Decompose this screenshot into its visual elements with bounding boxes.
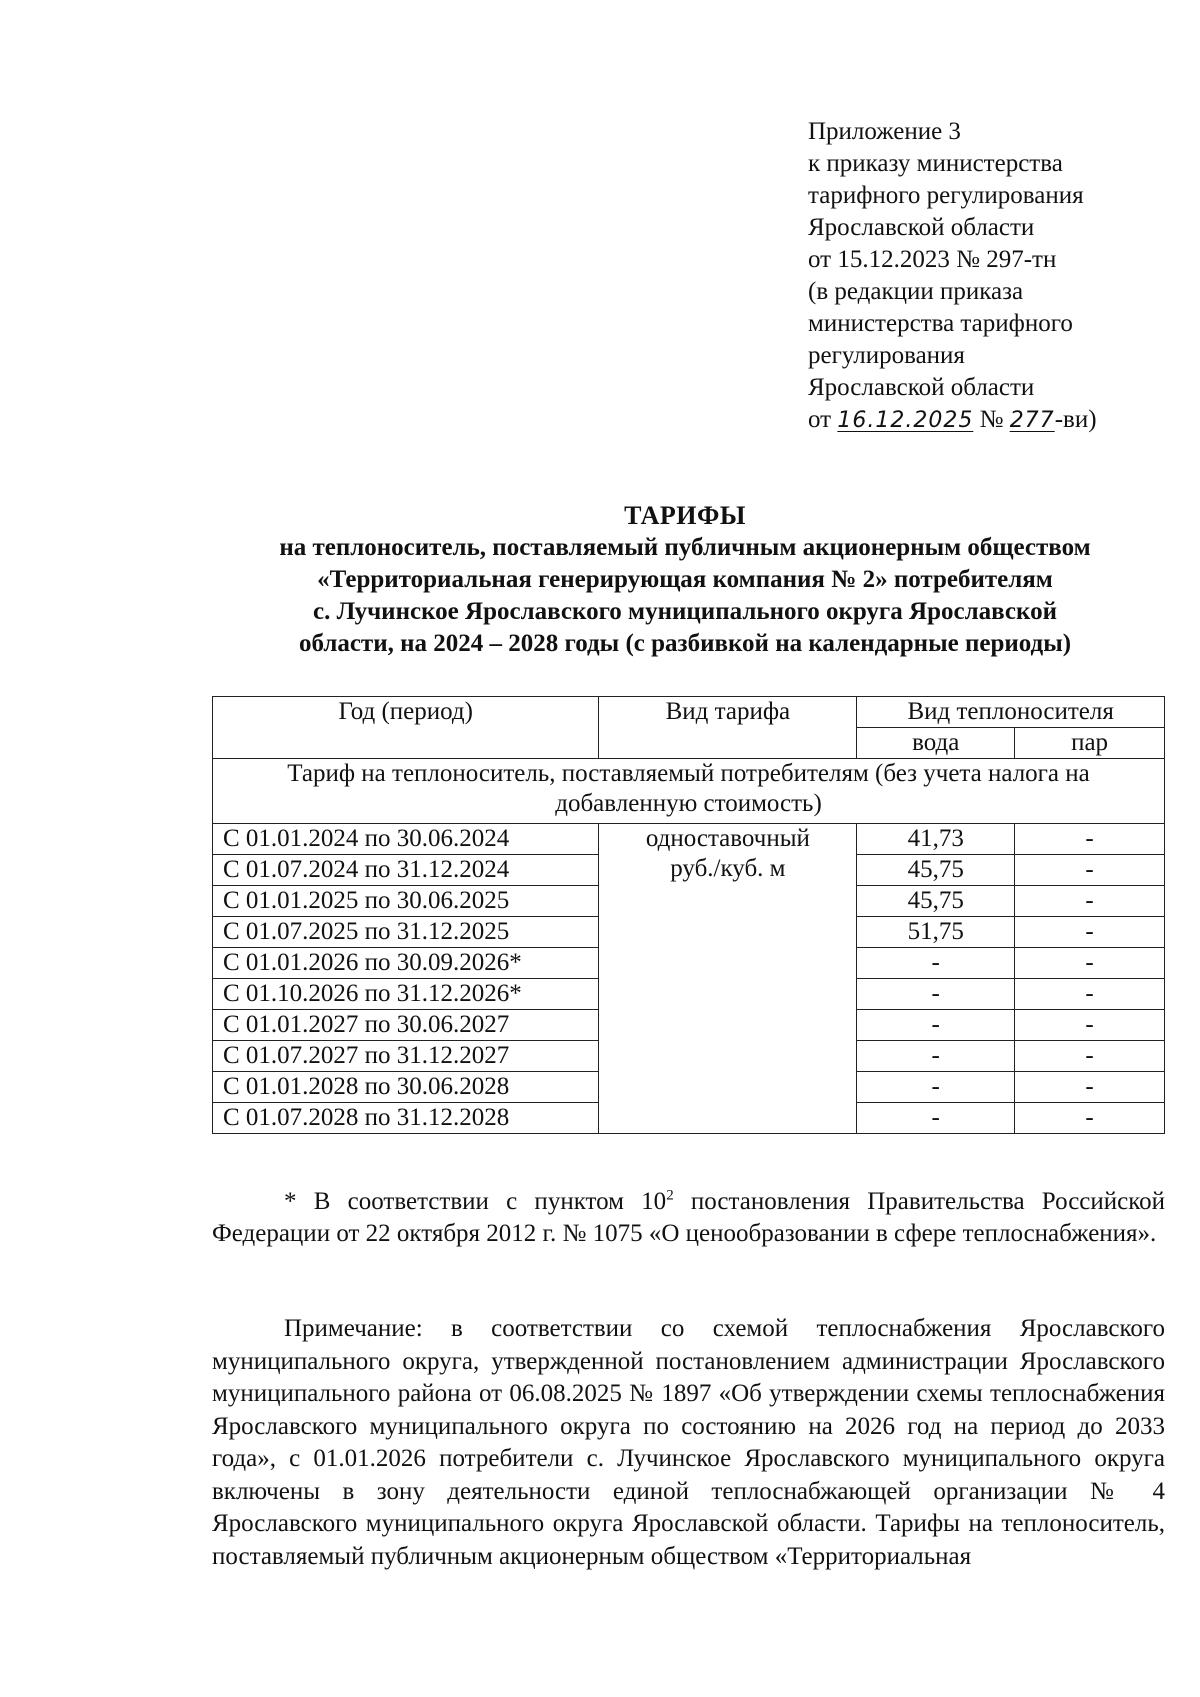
- appendix-line: министерства тарифного: [808, 310, 1073, 337]
- steam-value-cell: -: [1015, 1072, 1165, 1103]
- appendix-line: тарифного регулирования: [808, 182, 1084, 209]
- water-value-cell: -: [857, 948, 1015, 979]
- appendix-prefix: от: [808, 406, 838, 433]
- footnote-text-start: * В соответствии с пунктом 10: [284, 1188, 667, 1215]
- steam-value-cell: -: [1015, 948, 1165, 979]
- table-header-row: [213, 697, 1165, 728]
- tariff-unit-line: руб./куб. м: [670, 855, 786, 882]
- header-tariff-type: Вид тарифа: [599, 697, 857, 759]
- period-cell: С 01.01.2028 по 30.06.2028: [213, 1072, 599, 1103]
- appendix-last-line: [808, 404, 1188, 437]
- header-steam: пар: [1015, 728, 1165, 759]
- appendix-line: Ярославской области: [808, 214, 1035, 241]
- title-line: на теплоноситель, поставляемый публичным акционерным обществом: [279, 534, 1091, 561]
- appendix-line: Ярославской области: [808, 374, 1035, 401]
- note-paragraph: [212, 1313, 1165, 1573]
- title-line: с. Лучинское Ярославского муниципального округа Ярославской: [312, 598, 1057, 625]
- appendix-line: Приложение 3: [808, 118, 961, 145]
- footnote-superscript: 2: [666, 1187, 674, 1204]
- appendix-line: регулирования: [808, 342, 965, 369]
- handwritten-number: 277: [1009, 408, 1055, 433]
- period-cell: С 01.01.2024 по 30.06.2024: [213, 824, 599, 855]
- appendix-line: от 15.12.2023 № 297-тн: [808, 246, 1057, 273]
- steam-value-cell: -: [1015, 1041, 1165, 1072]
- period-cell: С 01.07.2028 по 31.12.2028: [213, 1103, 599, 1134]
- title-line: «Территориальная генерирующая компания № 2» потребителям: [317, 566, 1053, 593]
- steam-value-cell: -: [1015, 917, 1165, 948]
- handwritten-date: 16.12.2025: [837, 408, 974, 433]
- period-cell: С 01.10.2026 по 31.12.2026*: [213, 979, 599, 1010]
- period-cell: С 01.01.2027 по 30.06.2027: [213, 1010, 599, 1041]
- water-value-cell: 41,73: [857, 824, 1015, 855]
- appendix-suffix: -ви): [1054, 406, 1097, 433]
- water-value-cell: -: [857, 1010, 1015, 1041]
- steam-value-cell: -: [1015, 979, 1165, 1010]
- title-heading: ТАРИФЫ: [624, 501, 746, 530]
- tariff-table: [212, 696, 1165, 1134]
- section-note: Тариф на теплоноситель, поставляемый потребителям (без учета налога на добавленную стоимость): [213, 759, 1165, 824]
- period-cell: С 01.07.2024 по 31.12.2024: [213, 855, 599, 886]
- footnote: [212, 1186, 1165, 1250]
- period-cell: С 01.07.2027 по 31.12.2027: [213, 1041, 599, 1072]
- section-row: [213, 759, 1165, 824]
- period-cell: С 01.01.2025 по 30.06.2025: [213, 886, 599, 917]
- period-cell: С 01.01.2026 по 30.09.2026*: [213, 948, 599, 979]
- header-water: вода: [857, 728, 1015, 759]
- water-value-cell: -: [857, 1072, 1015, 1103]
- steam-value-cell: -: [1015, 824, 1165, 855]
- water-value-cell: 45,75: [857, 886, 1015, 917]
- steam-value-cell: -: [1015, 1010, 1165, 1041]
- footnote-text-end: постановления Правительства Российской Федерации от 22 октября 2012 г. № 1075 «О ценообразовании в сфере теплоснабжения».: [212, 1188, 1166, 1247]
- appendix-number-sign: №: [973, 406, 1010, 433]
- water-value-cell: -: [857, 979, 1015, 1010]
- appendix-line: к приказу министерства: [808, 150, 1063, 177]
- tariff-type-line: одноставочный: [645, 825, 810, 852]
- table-row: [213, 824, 1165, 855]
- header-carrier: Вид теплоносителя: [857, 697, 1165, 728]
- tariff-type-cell: [599, 824, 857, 1134]
- water-value-cell: -: [857, 1041, 1015, 1072]
- water-value-cell: 51,75: [857, 917, 1015, 948]
- document-title: [190, 500, 1180, 660]
- water-value-cell: -: [857, 1103, 1015, 1134]
- steam-value-cell: -: [1015, 886, 1165, 917]
- period-cell: С 01.07.2025 по 31.12.2025: [213, 917, 599, 948]
- water-value-cell: 45,75: [857, 855, 1015, 886]
- title-line: области, на 2024 – 2028 годы (с разбивкой на календарные периоды): [298, 630, 1072, 657]
- note-text: Примечание: в соответствии со схемой теплоснабжения Ярославского муниципального округа, утвержденной постановлением администрации Ярославского муниципального района от 06.08.2025 № 1897 «Об утверждении схемы теплоснабжения Ярославского муниципального округа по состоянию на 2026 год на период до 2033 года», с 01.01.2026 потребители с. Лучинское Ярославского муниципального округа включены в зону деятельности единой теплоснабжающей организации № 4 Ярославского муниципального округа Ярославской области. Тарифы на теплоноситель, поставляемый публичным акционерным обществом «Территориальная: [212, 1315, 1165, 1570]
- appendix-line: (в редакции приказа: [808, 278, 1024, 305]
- steam-value-cell: -: [1015, 1103, 1165, 1134]
- header-period: Год (период): [213, 697, 599, 759]
- steam-value-cell: -: [1015, 855, 1165, 886]
- appendix-block: [808, 116, 1188, 437]
